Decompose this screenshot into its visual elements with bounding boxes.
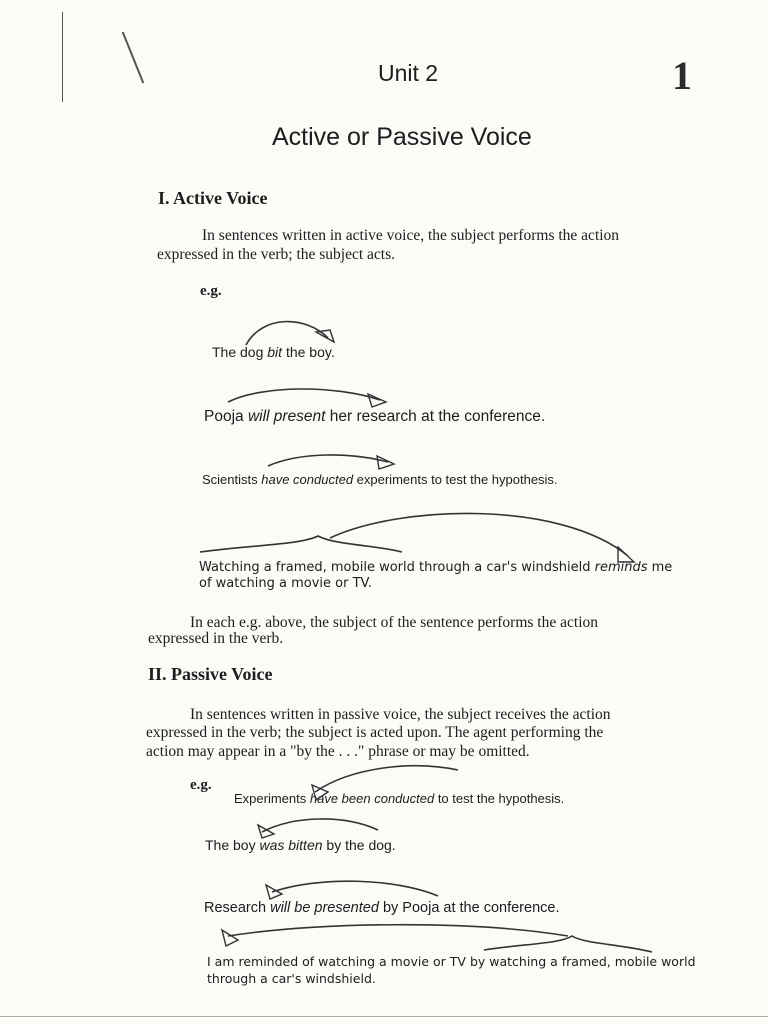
example-text: Watching a framed, mobile world through a car's windshield [199,560,595,575]
example-text: The boy [205,837,260,853]
eg-label: e.g. [190,777,212,793]
eg-label: e.g. [200,283,222,299]
example-text: the boy. [282,344,335,360]
passive-example-4-line-1: I am reminded of watching a movie or TV by watching a framed, mobile world [207,954,696,969]
example-text: her research at the conference. [325,408,546,425]
arrowhead-icon [377,456,394,469]
example-text: Scientists [202,472,262,487]
arrowhead-icon [316,330,334,342]
passive-intro-line-1: In sentences written in passive voice, the subject receives the action [190,706,611,723]
example-verb: have been conducted [309,791,435,806]
passive-intro-line-2: expressed in the verb; the subject is acted upon. The agent performing the [146,724,604,741]
example-text: by Pooja at the conference. [378,900,560,916]
example-verb: will present [247,408,326,425]
passive-example-2 [205,837,396,853]
arrowhead-icon [222,930,238,946]
passive-example-4-line-2: through a car's windshield. [207,971,376,986]
example-text: to test the hypothesis. [434,791,565,806]
page-number: 1 [672,53,692,98]
example-verb: was bitten [259,837,323,853]
scan-mark [62,12,63,102]
active-example-4-line-2: of watching a movie or TV. [199,576,372,591]
brace-icon [200,536,402,552]
example-verb: will be presented [270,900,379,916]
active-example-4-line-1 [199,560,672,575]
example-text: me [647,560,673,575]
active-summary-line-2: expressed in the verb. [148,630,284,647]
curved-arrow-icon [330,513,628,556]
curved-arrow-icon [315,766,458,792]
passive-example-3 [204,900,560,916]
example-verb: bit [267,344,283,360]
passive-intro-line-3: action may appear in a "by the . . ." phrase or may be omitted. [146,743,530,760]
scan-mark [0,1016,768,1017]
arrowhead-icon [266,885,282,899]
curved-arrow-icon [246,322,328,345]
page-title: Active or Passive Voice [272,123,532,151]
example-text: by the dog. [322,837,396,853]
brace-icon [484,936,652,952]
curved-arrow-icon [228,925,568,936]
example-verb: reminds [594,560,648,575]
example-text: Experiments [234,791,310,806]
scan-mark [122,32,144,84]
active-intro-line-1: In sentences written in active voice, the subject performs the action [202,227,620,244]
curved-arrow-icon [262,819,378,832]
section-heading-passive: II. Passive Voice [148,664,273,684]
passive-example-1 [234,791,564,806]
curved-arrow-icon [228,389,380,402]
section-heading-active: I. Active Voice [158,188,268,208]
unit-title: Unit 2 [378,60,439,86]
curved-arrow-icon [268,455,388,466]
active-example-3 [202,472,558,487]
example-verb: have conducted [261,472,354,487]
active-summary-line-1: In each e.g. above, the subject of the sentence performs the action [190,614,598,631]
example-text: experiments to test the hypothesis. [353,472,558,487]
example-text: The dog [212,344,268,360]
example-text: Pooja [204,408,248,425]
arrowhead-icon [368,394,386,407]
active-example-1 [212,344,335,360]
curved-arrow-icon [272,881,438,896]
example-text: Research [204,900,271,916]
active-intro-line-2: expressed in the verb; the subject acts. [157,246,396,263]
active-example-2 [204,408,545,426]
